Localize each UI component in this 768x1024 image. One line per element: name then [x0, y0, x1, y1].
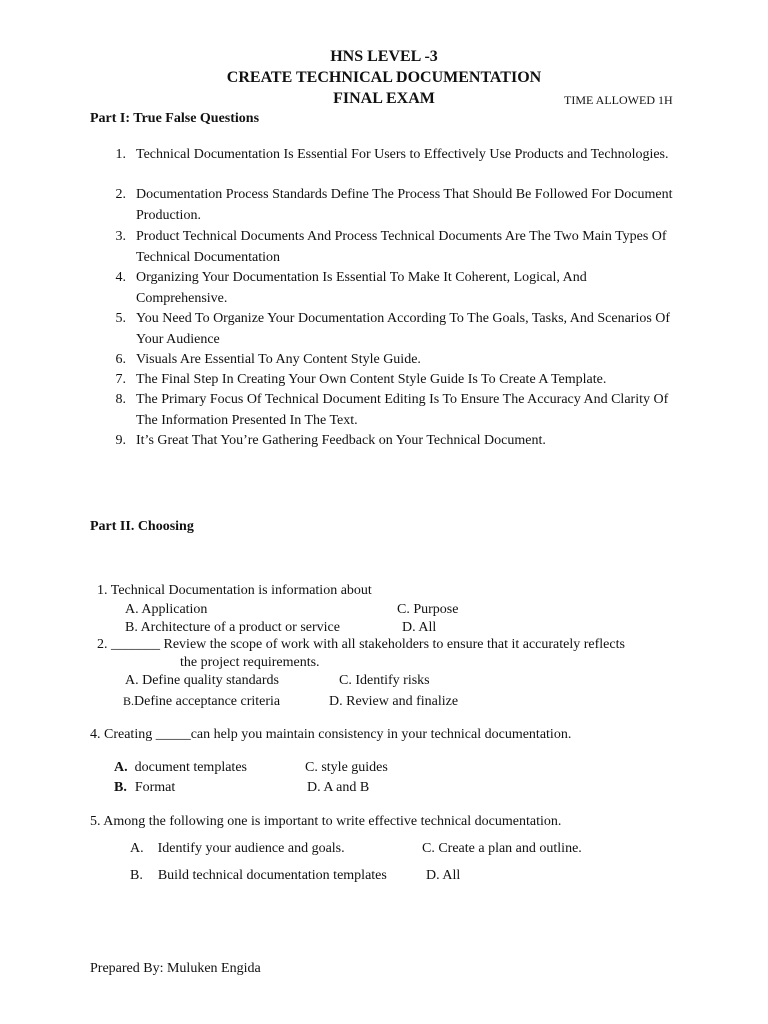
- choice-q2-option-b-letter: B.: [123, 694, 135, 708]
- tf-question-text: Product Technical Documents And Process Technical Documents Are The Two Main Types Of Technical Documentation: [136, 229, 667, 265]
- tf-question-text: The Primary Focus Of Technical Document Editing Is To Ensure The Accuracy And Clarity Of The Information Presented In The Text.: [136, 392, 669, 428]
- exam-type-heading: FINAL EXAM: [333, 90, 435, 107]
- tf-question-number: 1.: [115, 147, 126, 162]
- choice-q2-option-d: D. Review and finalize: [329, 694, 459, 709]
- choice-q1-option-d: D. All: [402, 620, 437, 635]
- tf-question-text: Documentation Process Standards Define The Process That Should Be Followed For Document Production.: [136, 187, 673, 223]
- prepared-by: Prepared By: Muluken Engida: [90, 961, 261, 976]
- tf-question-text: The Final Step In Creating Your Own Content Style Guide Is To Create A Template.: [136, 372, 607, 387]
- choice-q5-option-b-text: Build technical documentation templates: [157, 868, 387, 883]
- choice-q1-option-a: A. Application: [125, 602, 208, 617]
- tf-question-text: Organizing Your Documentation Is Essential To Make It Coherent, Logical, And Comprehensive.: [136, 270, 587, 306]
- tf-question-number: 5.: [115, 311, 126, 326]
- choice-q2-stem-line2: the project requirements.: [180, 655, 320, 670]
- choice-q2-option-c: C. Identify risks: [339, 673, 430, 688]
- choice-q5-option-b-letter: B.: [130, 868, 143, 883]
- tf-question-text: It’s Great That You’re Gathering Feedback on Your Technical Document.: [136, 433, 546, 448]
- choice-q5-stem: 5. Among the following one is important to write effective technical documentation.: [90, 814, 562, 829]
- choice-q4-option-a-letter: A.: [114, 760, 128, 775]
- tf-question-text: You Need To Organize Your Documentation According To The Goals, Tasks, And Scenarios Of Your Audience: [136, 311, 671, 347]
- tf-question-number: 7.: [115, 372, 126, 387]
- choice-q4-option-a: [114, 760, 247, 776]
- choice-q5-option-a: [130, 841, 345, 857]
- tf-question-number: 4.: [115, 270, 126, 285]
- exam-subject-heading: CREATE TECHNICAL DOCUMENTATION: [226, 69, 542, 86]
- choice-q2-option-b-text: Define acceptance criteria: [134, 694, 281, 709]
- choice-q2-option-a: A. Define quality standards: [125, 673, 279, 688]
- exam-level-heading: HNS LEVEL -3: [330, 48, 438, 65]
- tf-question-number: 9.: [115, 433, 126, 448]
- tf-question-number: 2.: [115, 187, 126, 202]
- part2-title: Part II. Choosing: [90, 519, 194, 534]
- choice-q5-option-a-letter: A.: [130, 841, 144, 856]
- choice-q4-option-b-text: Format: [134, 780, 176, 795]
- choice-q1-stem: 1. Technical Documentation is information about: [97, 583, 372, 598]
- choice-q4-option-b: [114, 780, 175, 796]
- choice-q4-stem: 4. Creating _____can help you maintain consistency in your technical documentation.: [90, 727, 572, 742]
- tf-question-number: 3.: [115, 229, 126, 244]
- time-allowed: TIME ALLOWED 1H: [564, 93, 673, 107]
- tf-question-number: 6.: [115, 352, 126, 367]
- choice-q2-option-b: [123, 694, 280, 710]
- choice-q5-option-d: D. All: [426, 868, 461, 883]
- tf-question-text: Visuals Are Essential To Any Content Style Guide.: [136, 352, 421, 367]
- choice-q4-option-c: C. style guides: [305, 760, 388, 775]
- choice-q5-option-a-text: Identify your audience and goals.: [157, 841, 345, 856]
- choice-q1-option-b: B. Architecture of a product or service: [125, 620, 340, 635]
- choice-q1-option-c: C. Purpose: [397, 602, 459, 617]
- part1-title: Part I: True False Questions: [90, 111, 260, 126]
- tf-question-number: 8.: [115, 392, 126, 407]
- choice-q4-option-d: D. A and B: [307, 780, 370, 795]
- choice-q5-option-b: [130, 868, 387, 884]
- choice-q4-option-b-letter: B.: [114, 780, 127, 795]
- choice-q5-option-c: C. Create a plan and outline.: [422, 841, 582, 856]
- choice-q2-stem-line1: 2. _______ Review the scope of work with all stakeholders to ensure that it accurately reflects: [97, 637, 625, 652]
- tf-question-text: Technical Documentation Is Essential For Users to Effectively Use Products and Technologies.: [136, 147, 669, 162]
- choice-q4-option-a-text: document templates: [134, 760, 247, 775]
